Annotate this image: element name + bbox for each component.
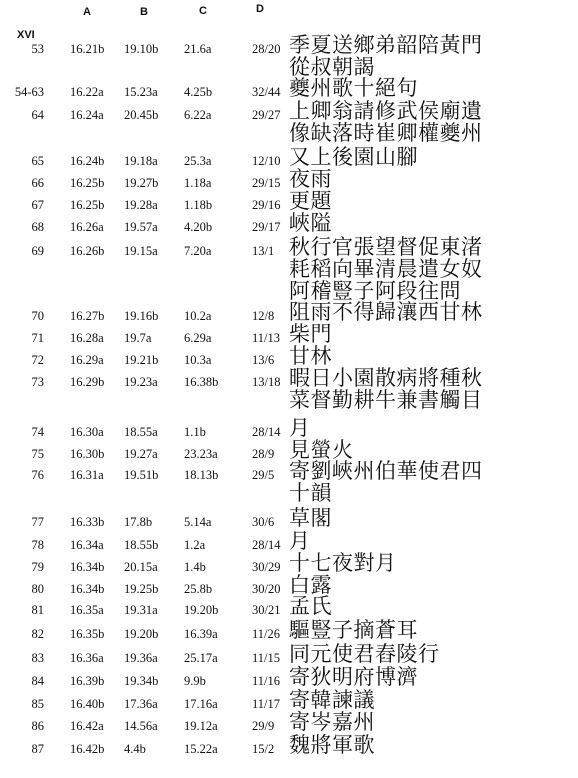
row-number: 67: [31, 198, 44, 212]
ref-c: 1.18a: [184, 176, 212, 190]
ref-a: 16.36a: [70, 651, 104, 665]
ref-c: 16.38b: [184, 375, 219, 389]
ref-c: 19.12a: [184, 719, 218, 733]
row-number: 82: [31, 627, 44, 641]
ref-b: 19.27b: [124, 176, 159, 190]
row-number: 65: [31, 154, 44, 168]
poem-title-line: 寄岑嘉州: [289, 710, 375, 734]
poem-title-line: 草閣: [289, 506, 332, 530]
ref-c: 16.39a: [184, 627, 218, 641]
ref-a: 16.22a: [70, 85, 104, 99]
ref-d: 29/15: [252, 176, 281, 190]
ref-a: 16.25b: [70, 198, 105, 212]
ref-a: 16.28a: [70, 331, 104, 345]
ref-d: 12/8: [252, 309, 275, 323]
ref-d: 30/20: [252, 582, 281, 596]
poem-title-line: 耗稻向畢清晨遣女奴: [289, 257, 483, 281]
ref-b: 18.55a: [124, 425, 158, 439]
ref-c: 4.20b: [184, 220, 213, 234]
row-number: 74: [31, 425, 44, 439]
ref-b: 19.16b: [124, 309, 159, 323]
poem-title-line: 同元使君舂陵行: [289, 642, 440, 666]
ref-b: 19.31a: [124, 603, 158, 617]
ref-b: 19.25b: [124, 582, 159, 596]
poem-title-line: 寄韓諫議: [289, 688, 375, 712]
ref-c: 18.13b: [184, 468, 219, 482]
poem-title-line: 白露: [289, 573, 332, 597]
ref-c: 4.25b: [184, 85, 213, 99]
poem-title-line: 寄劉峽州伯華使君四: [289, 459, 483, 483]
ref-c: 1.18b: [184, 198, 213, 212]
ref-c: 5.14a: [184, 515, 212, 529]
ref-a: 16.26b: [70, 244, 105, 258]
ref-a: 16.26a: [70, 220, 104, 234]
ref-d: 32/44: [252, 85, 281, 99]
ref-b: 20.15a: [124, 560, 158, 574]
poem-title-line: 像缺落時崔卿權夔州: [289, 121, 483, 145]
ref-c: 6.22a: [184, 108, 212, 122]
ref-d: 28/20: [252, 42, 281, 56]
ref-b: 4.4b: [124, 742, 146, 756]
poem-title-line: 暇日小園散病將種秋: [289, 366, 483, 390]
ref-c: 25.8b: [184, 582, 213, 596]
row-number: 83: [31, 651, 44, 665]
ref-c: 17.16a: [184, 697, 218, 711]
ref-c: 15.22a: [184, 742, 218, 756]
column-header-c: C: [199, 5, 207, 17]
section-label: XVI: [17, 29, 35, 41]
row-number: 64: [31, 108, 44, 122]
poem-title-line: 柴門: [289, 322, 332, 346]
row-number: 77: [31, 515, 44, 529]
row-number: 72: [31, 353, 44, 367]
poem-title-line: 峽隘: [289, 211, 332, 235]
ref-a: 16.35a: [70, 603, 104, 617]
row-number: 80: [31, 582, 44, 596]
ref-b: 19.7a: [124, 331, 152, 345]
ref-a: 16.21b: [70, 42, 105, 56]
row-number: 54-63: [14, 85, 44, 99]
poem-title-line: 又上後園山腳: [289, 145, 418, 169]
ref-c: 1.1b: [184, 425, 206, 439]
ref-b: 19.51b: [124, 468, 159, 482]
poem-title-line: 從叔朝謁: [289, 55, 375, 79]
ref-a: 16.40b: [70, 697, 105, 711]
ref-d: 13/18: [252, 375, 281, 389]
poem-title-line: 阻雨不得歸瀼西甘林: [289, 300, 483, 324]
ref-a: 16.29a: [70, 353, 104, 367]
poem-title-line: 十七夜對月: [289, 551, 397, 575]
ref-a: 16.42a: [70, 719, 104, 733]
row-number: 76: [31, 468, 44, 482]
ref-c: 7.20a: [184, 244, 212, 258]
ref-b: 19.27a: [124, 447, 158, 461]
ref-a: 16.34b: [70, 560, 105, 574]
ref-a: 16.39b: [70, 674, 105, 688]
ref-b: 19.34b: [124, 674, 159, 688]
ref-b: 19.36a: [124, 651, 158, 665]
poem-title-line: 月: [289, 416, 311, 440]
ref-c: 21.6a: [184, 42, 212, 56]
row-number: 78: [31, 538, 44, 552]
ref-d: 28/14: [252, 425, 281, 439]
poem-title-line: 阿稽豎子阿段往問: [289, 279, 461, 303]
ref-b: 14.56a: [124, 719, 158, 733]
ref-c: 23.23a: [184, 447, 218, 461]
row-number: 75: [31, 447, 44, 461]
ref-a: 16.25b: [70, 176, 105, 190]
ref-d: 11/17: [252, 697, 281, 711]
ref-d: 13/6: [252, 353, 275, 367]
ref-c: 25.3a: [184, 154, 212, 168]
ref-b: 19.23a: [124, 375, 158, 389]
ref-d: 11/13: [252, 331, 281, 345]
row-number: 84: [31, 674, 44, 688]
ref-b: 19.28a: [124, 198, 158, 212]
row-number: 68: [31, 220, 44, 234]
poem-title-line: 季夏送鄉弟韶陪黃門: [289, 33, 483, 57]
ref-a: 16.27b: [70, 309, 105, 323]
ref-d: 29/9: [252, 719, 275, 733]
ref-d: 11/16: [252, 674, 281, 688]
ref-d: 11/26: [252, 627, 281, 641]
ref-c: 10.2a: [184, 309, 212, 323]
poem-title-line: 菜督勤耕牛兼書觸目: [289, 388, 483, 412]
poem-title-line: 夜雨: [289, 167, 332, 191]
ref-d: 29/16: [252, 198, 281, 212]
ref-c: 1.2a: [184, 538, 206, 552]
poem-title-line: 秋行官張望督促東渚: [289, 235, 483, 259]
ref-c: 9.9b: [184, 674, 206, 688]
ref-d: 30/6: [252, 515, 275, 529]
poem-title-line: 見螢火: [289, 438, 354, 462]
row-number: 70: [31, 309, 44, 323]
poem-title-line: 夔州歌十絕句: [289, 76, 418, 100]
row-number: 81: [31, 603, 44, 617]
row-number: 71: [31, 331, 44, 345]
row-number: 86: [31, 719, 44, 733]
ref-d: 11/15: [252, 651, 281, 665]
ref-a: 16.30a: [70, 425, 104, 439]
row-number: 69: [31, 244, 44, 258]
ref-a: 16.24a: [70, 108, 104, 122]
ref-d: 15/2: [252, 742, 275, 756]
ref-c: 1.4b: [184, 560, 206, 574]
poem-title-line: 寄狄明府博濟: [289, 665, 418, 689]
ref-d: 30/21: [252, 603, 281, 617]
ref-b: 19.57a: [124, 220, 158, 234]
ref-d: 29/17: [252, 220, 281, 234]
ref-a: 16.31a: [70, 468, 104, 482]
ref-b: 19.18a: [124, 154, 158, 168]
column-header-d: D: [256, 3, 264, 15]
poem-title-line: 甘林: [289, 344, 332, 368]
poem-title-line: 魏將軍歌: [289, 733, 375, 757]
ref-b: 20.45b: [124, 108, 159, 122]
ref-c: 6.29a: [184, 331, 212, 345]
ref-d: 29/27: [252, 108, 281, 122]
ref-b: 19.21b: [124, 353, 159, 367]
ref-a: 16.42b: [70, 742, 105, 756]
ref-b: 15.23a: [124, 85, 158, 99]
poem-title-line: 上卿翁請修武侯廟遺: [289, 99, 483, 123]
ref-c: 10.3a: [184, 353, 212, 367]
row-number: 53: [31, 42, 44, 56]
ref-a: 16.24b: [70, 154, 105, 168]
ref-a: 16.33b: [70, 515, 105, 529]
ref-c: 19.20b: [184, 603, 219, 617]
ref-d: 29/5: [252, 468, 275, 482]
row-number: 73: [31, 375, 44, 389]
ref-a: 16.29b: [70, 375, 105, 389]
row-number: 79: [31, 560, 44, 574]
column-header-a: A: [83, 6, 91, 18]
ref-a: 16.34a: [70, 538, 104, 552]
row-number: 66: [31, 176, 44, 190]
ref-d: 12/10: [252, 154, 281, 168]
ref-d: 30/29: [252, 560, 281, 574]
poem-title-line: 驅豎子摘蒼耳: [289, 618, 418, 642]
ref-a: 16.34b: [70, 582, 105, 596]
row-number: 87: [31, 742, 44, 756]
ref-a: 16.35b: [70, 627, 105, 641]
ref-b: 19.15a: [124, 244, 158, 258]
poem-title-line: 十韻: [289, 481, 332, 505]
poem-title-line: 更題: [289, 189, 332, 213]
ref-a: 16.30b: [70, 447, 105, 461]
ref-b: 17.36a: [124, 697, 158, 711]
ref-b: 19.10b: [124, 42, 159, 56]
poem-title-line: 月: [289, 529, 311, 553]
ref-d: 13/1: [252, 244, 275, 258]
poem-title-line: 孟氏: [289, 594, 332, 618]
row-number: 85: [31, 697, 44, 711]
ref-c: 25.17a: [184, 651, 218, 665]
ref-d: 28/14: [252, 538, 281, 552]
column-header-b: B: [140, 6, 148, 18]
ref-d: 28/9: [252, 447, 275, 461]
ref-b: 19.20b: [124, 627, 159, 641]
ref-b: 17.8b: [124, 515, 153, 529]
ref-b: 18.55b: [124, 538, 159, 552]
